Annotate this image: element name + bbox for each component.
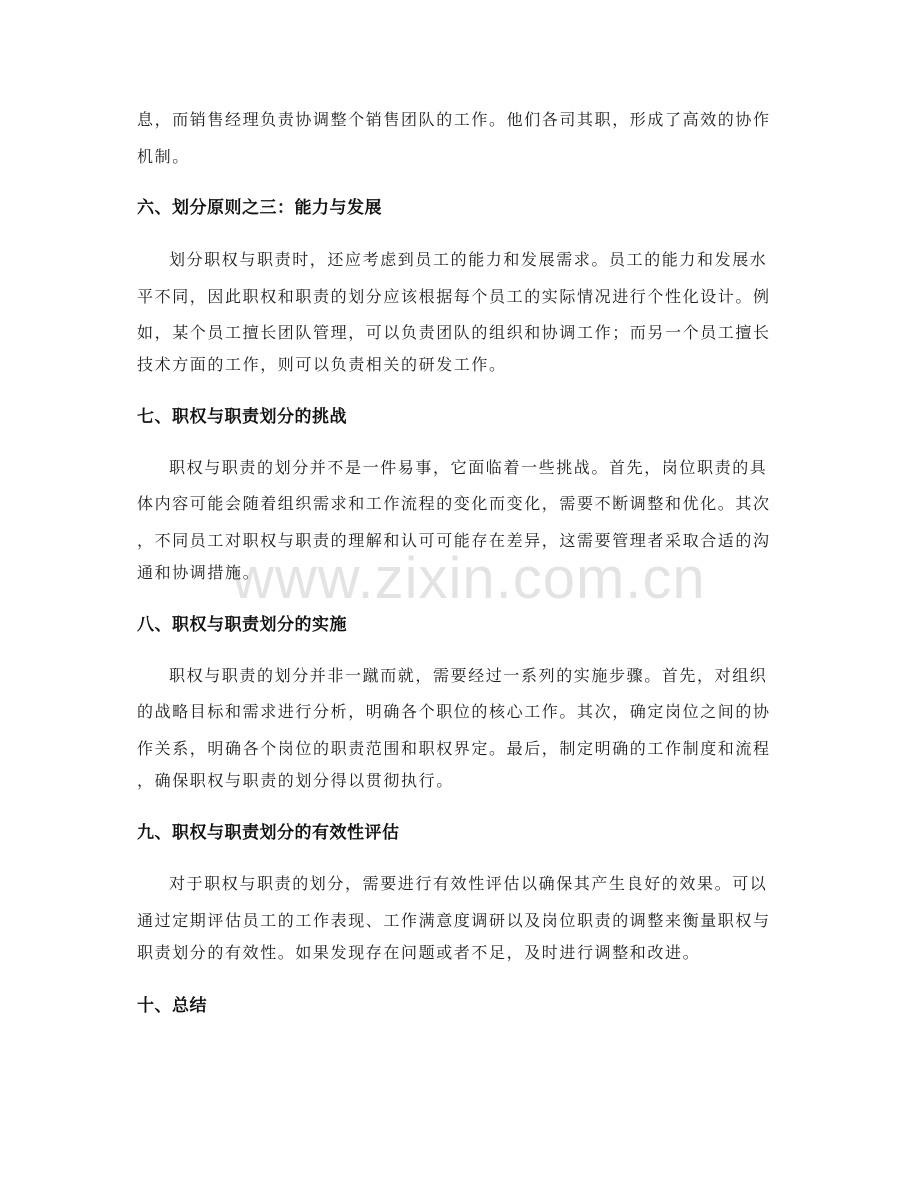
paragraph-line: 平不同，因此职权和职责的划分应该根据每个员工的实际情况进行个性化设计。例 xyxy=(137,287,771,306)
paragraph-line: 作关系，明确各个岗位的职责范围和职权界定。最后，制定明确的工作制度和流程 xyxy=(137,739,771,758)
paragraph-line: 职权与职责的划分并不是一件易事，它面临着一些挑战。首先，岗位职责的具 xyxy=(169,458,768,477)
paragraph-line: 通和协调措施。 xyxy=(137,563,261,582)
paragraph-line: 职责划分的有效性。如果发现存在问题或者不足，及时进行调整和改进。 xyxy=(137,943,701,962)
section-heading-7: 七、职权与职责划分的挑战 xyxy=(137,407,347,427)
paragraph-line: 息，而销售经理负责协调整个销售团队的工作。他们各司其职，形成了高效的协作 xyxy=(137,110,771,129)
section-heading-10: 十、总结 xyxy=(137,996,207,1016)
watermark: www.zixin.com.cn xyxy=(232,546,706,611)
paragraph-line: 如，某个员工擅长团队管理，可以负责团队的组织和协调工作；而另一个员工擅长 xyxy=(137,323,771,342)
paragraph-line: 划分职权与职责时，还应考虑到员工的能力和发展需求。员工的能力和发展水 xyxy=(169,250,768,269)
section-heading-6: 六、划分原则之三：能力与发展 xyxy=(137,198,382,218)
paragraph-line: ，不同员工对职权与职责的理解和认可可能存在差异，这需要管理者采取合适的沟 xyxy=(137,531,771,550)
paragraph-line: 对于职权与职责的划分，需要进行有效性评估以确保其产生良好的效果。可以 xyxy=(169,874,768,893)
paragraph-line: 职权与职责的划分并非一蹴而就，需要经过一系列的实施步骤。首先，对组织 xyxy=(169,666,768,685)
paragraph-line: ，确保职权与职责的划分得以贯彻执行。 xyxy=(137,771,454,790)
paragraph-line: 通过定期评估员工的工作表现、工作满意度调研以及岗位职责的调整来衡量职权与 xyxy=(137,911,771,930)
paragraph-line: 的战略目标和需求进行分析，明确各个职位的核心工作。其次，确定岗位之间的协 xyxy=(137,702,771,721)
section-heading-9: 九、职权与职责划分的有效性评估 xyxy=(137,823,400,843)
paragraph-line: 机制。 xyxy=(137,147,190,166)
paragraph-line: 技术方面的工作，则可以负责相关的研发工作。 xyxy=(137,355,507,374)
section-heading-8: 八、职权与职责划分的实施 xyxy=(137,615,347,635)
paragraph-line: 体内容可能会随着组织需求和工作流程的变化而变化，需要不断调整和优化。其次 xyxy=(137,494,771,513)
